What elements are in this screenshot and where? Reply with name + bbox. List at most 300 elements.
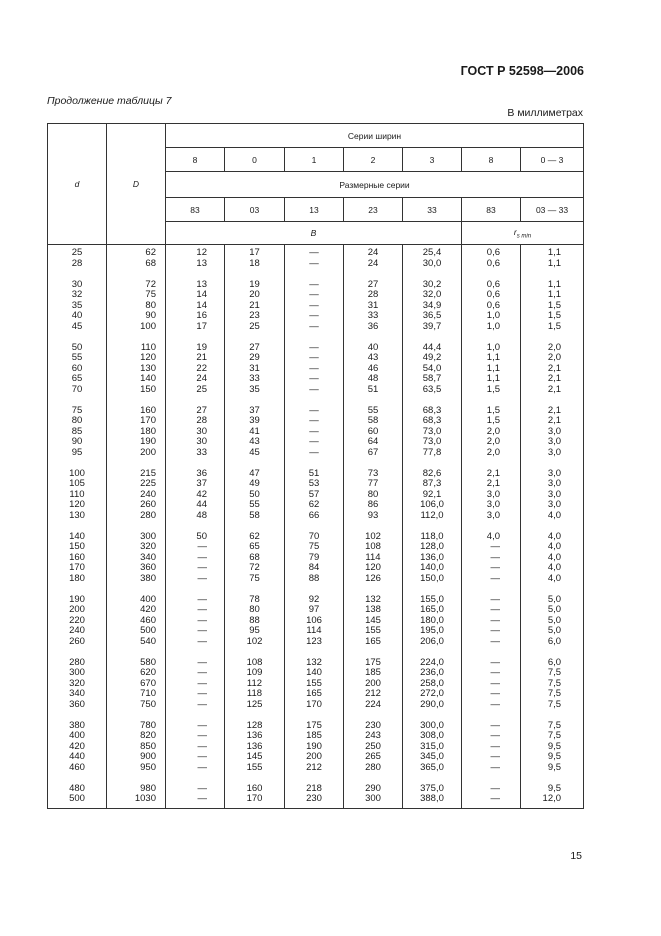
table-cell: 9,5 [521,763,584,774]
table-cell: — [462,574,521,585]
table-cell: 106 [285,616,344,627]
table-cell: 230 [285,794,344,808]
spacer-cell [344,332,403,343]
group-spacer [48,395,584,406]
table-cell: 28 [48,259,107,270]
table-row [48,322,584,333]
table-cell: 225 [107,479,166,490]
table-cell: 84 [285,563,344,574]
spacer-cell [285,521,344,532]
table-cell: 66 [285,511,344,522]
table-cell: — [285,343,344,354]
spacer-cell [521,584,584,595]
table-cell: 62 [107,245,166,259]
spacer-cell [285,773,344,784]
table-cell: 80 [107,301,166,312]
table-cell: 5,0 [521,605,584,616]
table-cell: 21 [166,353,225,364]
table-cell: 1,1 [521,259,584,270]
group-spacer [48,710,584,721]
table-cell: — [166,794,225,808]
spacer-cell [521,458,584,469]
table-cell: 340 [107,553,166,564]
table-cell: 79 [285,553,344,564]
table-cell: 120 [48,500,107,511]
spacer-cell [48,521,107,532]
table-row [48,259,584,270]
spacer-cell [225,584,285,595]
table-cell: 114 [344,553,403,564]
table-cell: 102 [344,532,403,543]
table-cell: 300 [48,668,107,679]
table-cell: — [285,448,344,459]
table-cell: 58 [344,416,403,427]
table-cell: 1,5 [462,406,521,417]
spacer-cell [462,395,521,406]
spacer-cell [166,710,225,721]
table-cell: 265 [344,752,403,763]
table-cell: 118,0 [403,532,462,543]
table-cell: 51 [285,469,344,480]
table-cell: — [462,763,521,774]
table-cell: 19 [166,343,225,354]
spacer-cell [48,269,107,280]
table-cell: 88 [285,574,344,585]
table-cell: 24 [344,259,403,270]
table-cell: 68 [107,259,166,270]
table-cell: 43 [344,353,403,364]
table-cell: 87,3 [403,479,462,490]
table-cell: 4,0 [521,574,584,585]
table-cell: 50 [225,490,285,501]
table-cell: 170 [107,416,166,427]
dimension-series-cell: 83 [462,198,521,222]
table-cell: 200 [107,448,166,459]
table-cell: 4,0 [521,563,584,574]
table-row [48,563,584,574]
table-cell: — [166,574,225,585]
spacer-cell [462,521,521,532]
table-cell: 388,0 [403,794,462,808]
col-header-d: d [48,124,107,245]
table-cell: 130 [107,364,166,375]
table-cell: 3,0 [462,500,521,511]
table-cell: 258,0 [403,679,462,690]
table-cell: 16 [166,311,225,322]
table-cell: 34,9 [403,301,462,312]
table-cell: 128 [225,721,285,732]
table-cell: 36 [344,322,403,333]
table-cell: 114 [285,626,344,637]
table-cell: 1,1 [462,364,521,375]
table-cell: 60 [344,427,403,438]
width-series-cell: 0 [225,148,285,172]
table-cell: — [462,700,521,711]
table-cell: 155 [285,679,344,690]
table-cell: 4,0 [462,532,521,543]
spacer-cell [166,269,225,280]
table-cell: 68 [225,553,285,564]
table-cell: 160 [107,406,166,417]
table-cell: 106,0 [403,500,462,511]
table-cell: — [285,385,344,396]
table-cell: — [462,794,521,808]
table-cell: 36,5 [403,311,462,322]
spacer-cell [285,647,344,658]
table-cell: 2,1 [521,364,584,375]
table-cell: — [285,406,344,417]
table-cell: 30 [166,427,225,438]
table-cell: — [166,752,225,763]
width-series-cell: 1 [285,148,344,172]
spacer-cell [48,584,107,595]
table-cell: 82,6 [403,469,462,480]
table-cell: 240 [48,626,107,637]
table-cell: 35 [48,301,107,312]
dimension-series-cell: 83 [166,198,225,222]
table-cell: 86 [344,500,403,511]
table-cell: 140 [48,532,107,543]
table-cell: — [462,553,521,564]
table-cell: 175 [344,658,403,669]
table-cell: 260 [48,637,107,648]
table-cell: 1,5 [521,322,584,333]
table-cell: 128,0 [403,542,462,553]
table-cell: 51 [344,385,403,396]
table-cell: 140,0 [403,563,462,574]
table-cell: — [462,626,521,637]
spacer-cell [403,584,462,595]
table-cell: 48 [344,374,403,385]
table-cell: 2,1 [462,479,521,490]
table-cell: 4,0 [521,511,584,522]
table-cell: 7,5 [521,700,584,711]
table-cell: 320 [107,542,166,553]
table-cell: 6,0 [521,658,584,669]
table-cell: 300 [107,532,166,543]
table-cell: 60 [48,364,107,375]
table-cell: 80 [225,605,285,616]
table-cell: 92,1 [403,490,462,501]
table-cell: 24 [344,245,403,259]
table-cell: — [462,668,521,679]
table-cell: — [166,563,225,574]
table-row [48,353,584,364]
table-cell: 73,0 [403,437,462,448]
table-cell: 170 [285,700,344,711]
table-cell: 37 [225,406,285,417]
spacer-cell [225,647,285,658]
spacer-cell [344,647,403,658]
table-cell: 27 [344,280,403,291]
table-cell: 2,0 [462,448,521,459]
table-row [48,700,584,711]
table-cell: 62 [225,532,285,543]
table-body [48,245,584,809]
table-cell: 109 [225,668,285,679]
width-series-cell: 8 [462,148,521,172]
table-cell: 72 [107,280,166,291]
spacer-cell [521,332,584,343]
table-cell: 90 [48,437,107,448]
table-cell: 24 [166,374,225,385]
spacer-cell [107,773,166,784]
table-cell: 72 [225,563,285,574]
table-cell: — [166,731,225,742]
spacer-cell [344,269,403,280]
table-cell: 2,0 [521,343,584,354]
table-row [48,245,584,259]
table-cell: 39,7 [403,322,462,333]
spacer-cell [521,269,584,280]
table-row [48,626,584,637]
table-cell: 1030 [107,794,166,808]
table-cell: 75 [48,406,107,417]
table-cell: 190 [48,595,107,606]
table-cell: 212 [285,763,344,774]
table-cell: 400 [48,731,107,742]
table-cell: 2,1 [521,385,584,396]
table-cell: 40 [48,311,107,322]
table-cell: 1,0 [462,322,521,333]
table-cell: 18 [225,259,285,270]
group-spacer [48,332,584,343]
table-cell: 14 [166,301,225,312]
table-cell: 5,0 [521,595,584,606]
group-spacer [48,773,584,784]
table-cell: 375,0 [403,784,462,795]
table-cell: 290,0 [403,700,462,711]
table-cell: 54,0 [403,364,462,375]
table-cell: 280 [48,658,107,669]
table-row [48,437,584,448]
units-note: В миллиметрах [507,107,583,119]
spacer-cell [166,521,225,532]
table-cell: 46 [344,364,403,375]
spacer-cell [403,647,462,658]
table-cell: 27 [166,406,225,417]
table-cell: 75 [225,574,285,585]
table-cell: 170 [225,794,285,808]
table-cell: — [285,353,344,364]
table-cell: 272,0 [403,689,462,700]
spacer-cell [285,710,344,721]
width-series-cell: 2 [344,148,403,172]
spacer-cell [344,458,403,469]
table-cell: — [462,721,521,732]
table-cell: 345,0 [403,752,462,763]
table-cell: 20 [225,290,285,301]
table-cell: 110 [48,490,107,501]
table-cell: 9,5 [521,752,584,763]
table-cell: 180 [107,427,166,438]
spacer-cell [344,773,403,784]
table-cell: 63,5 [403,385,462,396]
spacer-cell [225,269,285,280]
spacer-cell [285,269,344,280]
table-cell: — [166,700,225,711]
table-cell: 50 [166,532,225,543]
group-spacer [48,458,584,469]
table-cell: — [462,689,521,700]
spacer-cell [48,773,107,784]
table-cell: 112,0 [403,511,462,522]
table-cell: 218 [285,784,344,795]
table-cell: 420 [107,605,166,616]
table-cell: 3,0 [521,437,584,448]
table-cell: 1,1 [521,245,584,259]
spacer-cell [285,395,344,406]
table-cell: 3,0 [521,479,584,490]
table-row [48,763,584,774]
table-cell: 224,0 [403,658,462,669]
table-cell: 35 [225,385,285,396]
spacer-cell [462,710,521,721]
table-cell: 112 [225,679,285,690]
spacer-cell [48,458,107,469]
table-cell: 250 [344,742,403,753]
table-cell: 980 [107,784,166,795]
standard-designation: ГОСТ Р 52598—2006 [460,64,584,78]
table-row [48,416,584,427]
spacer-cell [403,773,462,784]
table-cell: 224 [344,700,403,711]
table-cell: 39 [225,416,285,427]
table-cell: 30 [48,280,107,291]
table-cell: — [166,721,225,732]
dimension-series-cell: 33 [403,198,462,222]
width-series-cell: 3 [403,148,462,172]
table-cell: 500 [107,626,166,637]
table-cell: 75 [107,290,166,301]
table-cell: 58 [225,511,285,522]
table-cell: 64 [344,437,403,448]
spacer-cell [462,584,521,595]
table-cell: 360 [48,700,107,711]
table-cell: 150,0 [403,574,462,585]
table-cell: 47 [225,469,285,480]
table-cell: 2,1 [462,469,521,480]
table-cell: 13 [166,280,225,291]
table-cell: 70 [48,385,107,396]
table-cell: 130 [48,511,107,522]
table-cell: 17 [225,245,285,259]
table-cell: 175 [285,721,344,732]
table-cell: 150 [107,385,166,396]
table-cell: 48 [166,511,225,522]
spacer-cell [107,332,166,343]
table-cell: 30,2 [403,280,462,291]
table-cell: 12,0 [521,794,584,808]
table-cell: — [285,259,344,270]
table-cell: 240 [107,490,166,501]
table-row [48,574,584,585]
table-cell: 136 [225,742,285,753]
table-cell: 55 [48,353,107,364]
table-cell: — [285,437,344,448]
page-number: 15 [570,850,582,862]
table-cell: 3,0 [462,511,521,522]
table-cell: 73,0 [403,427,462,438]
group-spacer [48,269,584,280]
table-cell: — [166,626,225,637]
table-cell: 460 [48,763,107,774]
table-cell: 1,1 [462,353,521,364]
table-cell: 2,1 [521,406,584,417]
table-cell: 460 [107,616,166,627]
spacer-cell [225,332,285,343]
table-cell: 140 [107,374,166,385]
table-cell: — [166,668,225,679]
table-cell: 200 [285,752,344,763]
table-cell: 365,0 [403,763,462,774]
table-row [48,290,584,301]
spacer-cell [403,269,462,280]
table-cell: 340 [48,689,107,700]
table-cell: 155 [225,763,285,774]
table-cell: — [166,595,225,606]
table-cell: — [462,731,521,742]
table-cell: 180 [48,574,107,585]
table-row [48,385,584,396]
table-cell: — [462,752,521,763]
table-cell: 70 [285,532,344,543]
table-cell: 185 [344,668,403,679]
table-cell: 80 [344,490,403,501]
table-cell: 1,5 [462,416,521,427]
table-cell: 22 [166,364,225,375]
table-cell: 138 [344,605,403,616]
spacer-cell [107,647,166,658]
table-cell: 260 [107,500,166,511]
table-row [48,637,584,648]
spacer-cell [107,584,166,595]
spacer-cell [225,773,285,784]
spacer-cell [521,647,584,658]
table-cell: 95 [48,448,107,459]
table-cell: 88 [225,616,285,627]
table-cell: 44 [166,500,225,511]
spacer-cell [107,521,166,532]
table-cell: 480 [48,784,107,795]
table-cell: 3,0 [521,490,584,501]
table-cell: 33 [344,311,403,322]
table-cell: 44,4 [403,343,462,354]
table-cell: 750 [107,700,166,711]
table-cell: 14 [166,290,225,301]
table-cell: 120 [107,353,166,364]
spacer-cell [521,710,584,721]
table-cell: — [285,427,344,438]
table-row [48,605,584,616]
table-cell: 9,5 [521,784,584,795]
spacer-cell [403,395,462,406]
table-cell: 360 [107,563,166,574]
spacer-cell [225,710,285,721]
table-cell: — [166,637,225,648]
spacer-cell [107,458,166,469]
spacer-cell [48,710,107,721]
table-cell: — [462,742,521,753]
table-cell: 4,0 [521,532,584,543]
table-cell: 1,5 [521,311,584,322]
table-row [48,668,584,679]
table-cell: 37 [166,479,225,490]
table-cell: 17 [166,322,225,333]
table-cell: 1,0 [462,311,521,322]
spacer-cell [285,458,344,469]
table-cell: 102 [225,637,285,648]
